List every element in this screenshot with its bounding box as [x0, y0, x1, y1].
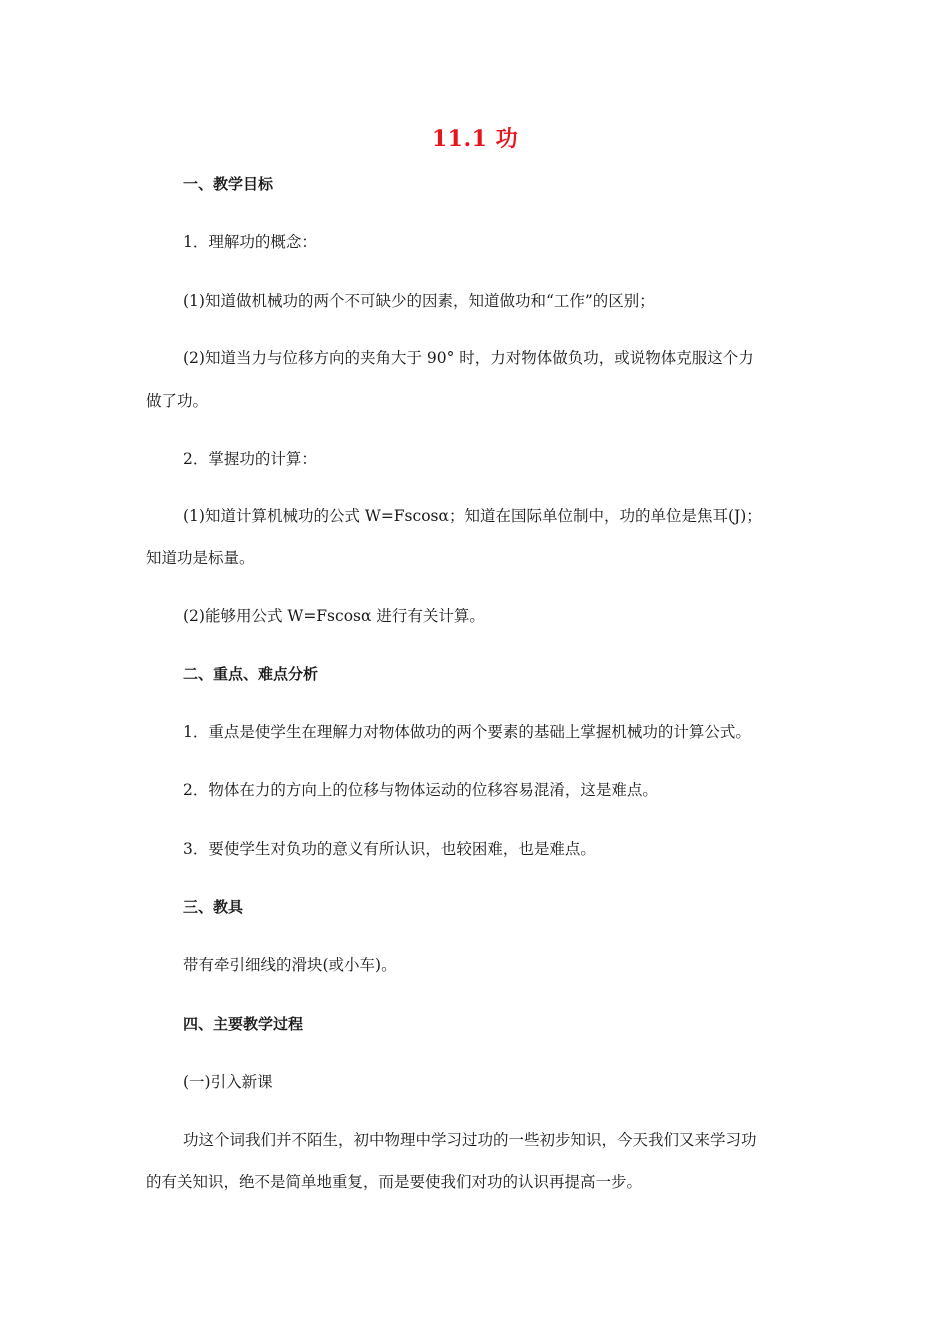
intro-paragraph-line2: 的有关知识，绝不是简单地重复，而是要使我们对功的认识再提高一步。: [146, 1173, 643, 1191]
intro-paragraph-line1: 功这个词我们并不陌生，初中物理中学习过功的一些初步知识，今天我们又来学习功: [183, 1131, 757, 1149]
objective-item-1b-line2: 做了功。: [146, 392, 209, 410]
key-point-3: 3．要使学生对负功的意义有所认识，也较困难，也是难点。: [183, 840, 596, 858]
objective-item-2a-line2: 知道功是标量。: [146, 549, 255, 567]
objective-item-1: 1．理解功的概念：: [183, 233, 317, 251]
objective-item-2: 2．掌握功的计算：: [183, 450, 317, 468]
process-subheading-intro: (一)引入新课: [183, 1073, 273, 1091]
objective-item-1b-line1: (2)知道当力与位移方向的夹角大于 90° 时，力对物体做负功，或说物体克服这个力: [183, 349, 754, 367]
section-heading-teaching-aids: 三、教具: [183, 898, 244, 916]
objective-item-2a-line1: (1)知道计算机械功的公式 W=Fscosα；知道在国际单位制中，功的单位是焦耳(J)；: [183, 507, 762, 525]
key-point-1: 1．重点是使学生在理解力对物体做功的两个要素的基础上掌握机械功的计算公式。: [183, 723, 751, 741]
section-heading-objectives: 一、教学目标: [183, 175, 274, 193]
page-title: 11.1 功: [431, 126, 519, 152]
key-point-2: 2．物体在力的方向上的位移与物体运动的位移容易混淆，这是难点。: [183, 781, 658, 799]
teaching-aids-text: 带有牵引细线的滑块(或小车)。: [183, 956, 397, 974]
objective-item-2b: (2)能够用公式 W=Fscosα 进行有关计算。: [183, 607, 485, 625]
objective-item-1a: (1)知道做机械功的两个不可缺少的因素，知道做功和“工作”的区别；: [183, 292, 655, 310]
section-heading-process: 四、主要教学过程: [183, 1015, 304, 1033]
section-heading-key-points: 二、重点、难点分析: [183, 665, 319, 683]
